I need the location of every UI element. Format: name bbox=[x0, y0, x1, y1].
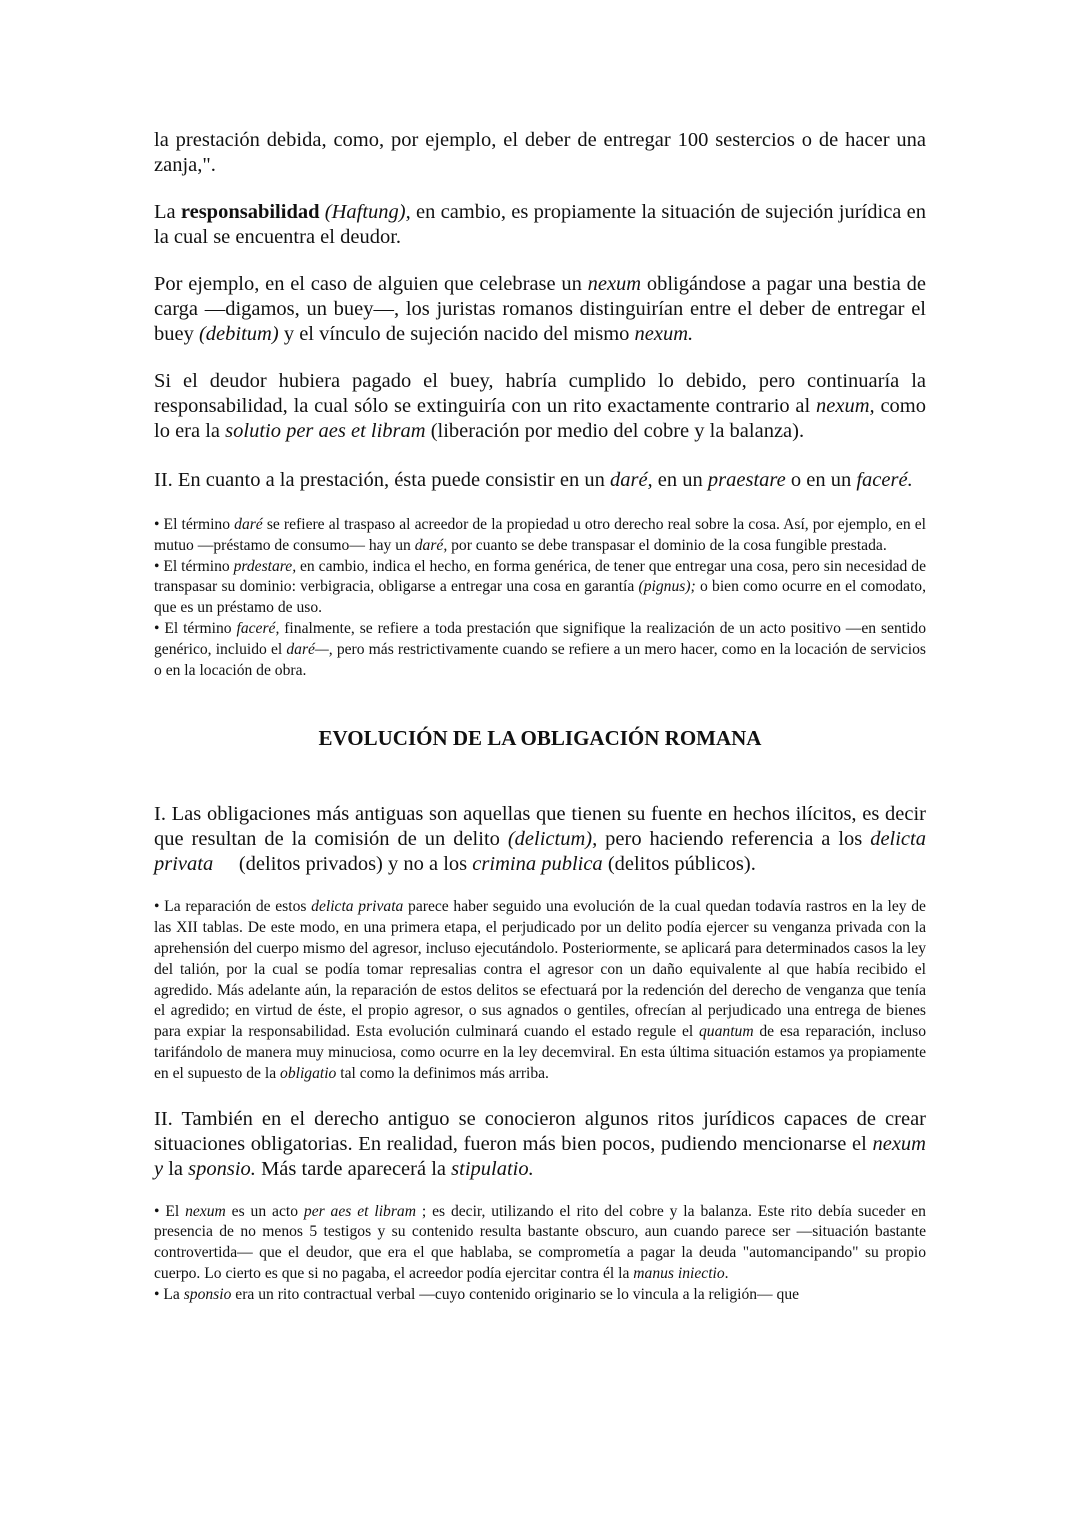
bold-term: responsabilidad bbox=[180, 201, 320, 223]
list-item bbox=[154, 1202, 926, 1285]
italic-term: faceré, bbox=[236, 619, 280, 637]
paragraph-ritos-juridicos bbox=[154, 1107, 926, 1182]
text: finalmente, se refiere a toda prestación que signifique la realización de un acto positivo —en sentido genérico, incluido el bbox=[154, 619, 927, 658]
text: ; es decir, utilizando el rito del cobre y la balanza. Este rito debía suceder en presencia de no menos 5 testigos y su contenido resulta bastante obscuro, aun cuando parece ser —situación bastante controvertida— que el deudor, que era el que hablaba, se comprometía a pagar la deuda "automancipando" su propio cuerpo. Lo cierto es que si no pagaba, el acreedor podía ejercitar contra él la bbox=[154, 1202, 926, 1282]
paragraph-responsabilidad bbox=[154, 200, 926, 250]
text: II. En cuanto a la prestación, ésta puede consistir en un bbox=[154, 469, 610, 491]
paragraph-prestacion-tipos bbox=[154, 468, 926, 493]
italic-term: manus iniectio bbox=[633, 1264, 725, 1282]
italic-term: sponsio bbox=[183, 1285, 232, 1303]
italic-term: (delictum), bbox=[507, 828, 598, 851]
paragraph-deudor-buey bbox=[154, 369, 926, 444]
text: Por ejemplo, en el caso de alguien que celebrase un bbox=[154, 273, 588, 295]
text: obligándose a pagar una bestia de carga —digamos, un buey—, los juristas romanos distinguirían entre el deber de entregar el buey bbox=[154, 273, 926, 345]
text: (liberación por medio del cobre y la balanza). bbox=[425, 420, 805, 442]
text: • El término bbox=[154, 619, 237, 637]
text: en cambio, es propiamente la situación de sujeción jurídica en la cual se encuentra el deudor. bbox=[154, 201, 926, 248]
italic-term: daré, bbox=[414, 536, 448, 554]
text: • El término bbox=[154, 516, 235, 533]
italic-term: per aes et libram bbox=[303, 1202, 416, 1220]
text: como lo era la bbox=[154, 395, 926, 442]
text: • El bbox=[154, 1202, 186, 1220]
text: en un bbox=[652, 469, 708, 491]
list-item bbox=[154, 557, 926, 619]
bullet-list-delicta bbox=[154, 897, 926, 1084]
text: tal como la definimos más arriba. bbox=[336, 1064, 549, 1082]
italic-term: sponsio. bbox=[188, 1157, 256, 1180]
italic-term: daré bbox=[234, 516, 263, 533]
list-item bbox=[154, 897, 926, 1084]
list-item bbox=[154, 1285, 926, 1306]
bullet-list-prestacion bbox=[154, 515, 926, 681]
text: Si el deudor hubiera pagado el buey, habría cumplido lo debido, pero continuaría la responsabilidad, la cual sólo se extinguiría con un rito exactamente contrario al bbox=[154, 370, 926, 417]
text: de esa reparación, incluso tarifándolo de manera muy minuciosa, como ocurre en la ley decemviral. En esta última situación estamos ya propiamente en el supuesto de la bbox=[154, 1023, 926, 1082]
text: por cuanto se debe transpasar el dominio de la cosa fungible prestada. bbox=[447, 536, 887, 554]
section-heading: EVOLUCIÓN DE LA OBLIGACIÓN ROMANA bbox=[318, 726, 762, 751]
text: se refiere al traspaso al acreedor de la propiedad u otro derecho real sobre la cosa. Así, por ejemplo, en el mutuo —préstamo de consumo— hay un bbox=[154, 516, 927, 554]
italic-term: delicta privata bbox=[311, 898, 404, 916]
italic-term: (pignus); bbox=[638, 578, 696, 596]
text: . bbox=[724, 1264, 729, 1282]
text: Más tarde aparecerá la bbox=[255, 1157, 452, 1180]
text: o en un bbox=[785, 469, 857, 491]
text: en cambio, indica el hecho, en forma genérica, de tener que entregar una cosa, pero sin necesidad de transpasar su dominio: verbigracia, obligarse a entregar una cosa en garantía bbox=[154, 557, 926, 596]
italic-term: praestare bbox=[707, 469, 786, 491]
italic-term: (Haftung), bbox=[324, 201, 411, 223]
text: • La reparación de estos bbox=[154, 898, 312, 916]
paragraph-obligaciones-antiguas bbox=[154, 802, 926, 877]
paragraph-prestacion-debida bbox=[154, 128, 926, 178]
document-page bbox=[154, 128, 926, 1306]
text: (delitos públicos). bbox=[602, 853, 756, 876]
italic-term: daré—, bbox=[286, 640, 333, 658]
text: es un acto bbox=[225, 1202, 304, 1220]
text: • El término bbox=[154, 557, 234, 575]
paragraph-ejemplo-nexum bbox=[154, 272, 926, 347]
italic-term: prdestare, bbox=[233, 557, 297, 575]
italic-term: (debitum) bbox=[198, 323, 279, 345]
text: era un rito contractual verbal —cuyo contenido originario se lo vincula a la religión— que bbox=[231, 1285, 800, 1303]
text: II. También en el derecho antiguo se conocieron algunos ritos jurídicos capaces de crear situaciones obligatorias. En realidad, fueron más bien pocos, pudiendo mencionarse el bbox=[154, 1107, 926, 1155]
text: la bbox=[163, 1157, 189, 1180]
italic-term: crimina publica bbox=[472, 853, 603, 876]
text: y el vínculo de sujeción nacido del mismo bbox=[278, 323, 635, 345]
text: • La bbox=[154, 1285, 184, 1303]
text: (delitos privados) y no a los bbox=[213, 853, 473, 876]
list-item bbox=[154, 515, 926, 557]
text: I. Las obligaciones más antiguas son aquellas que tienen su fuente en hechos ilícitos, es decir que resultan de la comisión de un delito bbox=[154, 803, 926, 851]
italic-term: obligatio bbox=[280, 1064, 337, 1082]
italic-term: stipulatio. bbox=[451, 1157, 534, 1180]
text: pero haciendo referencia a los bbox=[597, 828, 871, 851]
text: pero más restrictivamente cuando se refiere a un mero hacer, como en la locación de servicios o en la locación de obra. bbox=[154, 640, 926, 679]
italic-term: delicta privata bbox=[154, 828, 926, 876]
text: parece haber seguido una evolución de la cual quedan todavía rastros en la ley de las XII tablas. De este modo, en una primera etapa, el perjudicado por un delito podía ejercer su venganza privada con la aprehensión del cuerpo mismo del agresor, incluso ejecutándolo. Posteriormente, se aplicará para determinados casos la ley del talión, por la cual se podía tomar represalias contra el agresor con un daño equivalente al que había recibido el agredido. Más adelante aún, la reparación de estos delitos se efectuará por la redención del derecho de venganza que tenía el agredido; en virtud de éste, el propio agresor, o sus agnados o gentiles, ofrecían al perjudicado una entrega de bienes para expiar la responsabilidad. Esta evolución culminará cuando el estado regule el bbox=[154, 898, 926, 1041]
list-item bbox=[154, 619, 926, 681]
bullet-list-ritos bbox=[154, 1202, 926, 1306]
italic-term: nexum, bbox=[816, 395, 875, 417]
text: la prestación debida, como, por ejemplo, el deber de entregar 100 sestercios o de hacer una zanja,". bbox=[154, 129, 926, 176]
italic-term: nexum bbox=[185, 1202, 226, 1220]
italic-term: nexum. bbox=[634, 323, 694, 345]
text: o bien como ocurre en el comodato, que es un préstamo de uso. bbox=[154, 578, 926, 617]
italic-term: faceré. bbox=[856, 469, 913, 491]
italic-term: daré, bbox=[609, 469, 653, 491]
text: La bbox=[154, 201, 181, 223]
italic-term: solutio per aes et libram bbox=[225, 420, 426, 442]
italic-term: nexum y bbox=[154, 1132, 926, 1180]
italic-term: quantum bbox=[699, 1023, 754, 1041]
italic-term: nexum bbox=[587, 273, 642, 295]
